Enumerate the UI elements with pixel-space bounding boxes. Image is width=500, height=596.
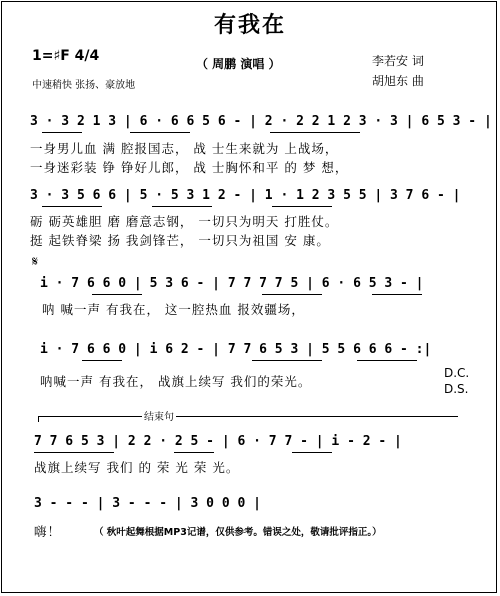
- notation-row-2: 3 · 3 5 6 6 | 5 · 5 3 1 2 - | 1 · 1 2 3 5 5 | 3 7 6 - |: [30, 188, 461, 203]
- singer-credit: （ 周鹏 演唱 ）: [196, 57, 281, 71]
- notation-row-4: i · 7 6 6 0 | i 6 2 - | 7 7 6 5 3 | 5 5 6 6 6 - :|: [40, 342, 432, 357]
- lyric-row-4: 呐喊一声 有我在， 战旗上续写 我们的荣光。: [40, 374, 312, 389]
- lyric-row-5: 战旗上续写 我们 的 荣 光 荣 光。: [34, 460, 240, 475]
- notation-row-5: 7 7 6 5 3 | 2 2 · 2 5 - | 6 · 7 7 - | i - 2 - |: [34, 434, 402, 449]
- lyric-row-2-verse-2: 挺 起铁脊梁 扬 我剑锋芒， 一切只为祖国 安 康。: [30, 233, 330, 248]
- notation-row-6: 3 - - - | 3 - - - | 3 0 0 0 |: [34, 496, 261, 511]
- ds-marking: D.S.: [444, 382, 469, 396]
- ending-label: 结束句: [142, 408, 176, 423]
- sheet-music-page: [1, 1, 497, 593]
- composer-credit: 胡旭东 曲: [372, 74, 424, 88]
- lyric-row-2-verse-1: 砺 砺英雄胆 磨 磨意志钢， 一切只为明天 打胜仗。: [30, 214, 339, 229]
- lyric-row-3: 呐 喊一声 有我在， 这一腔热血 报效疆场，: [42, 302, 305, 317]
- dc-marking: D.C.: [444, 366, 470, 380]
- notation-row-1: 3 · 3 2 1 3 | 6 · 6 6 5 6 - | 2 · 2 2 1 2 3 · 3 | 6 5 3 - |: [30, 114, 492, 129]
- tempo-marking: 中速稍快 张扬、豪放地: [32, 80, 136, 91]
- key-signature: 1=♯F 4/4: [32, 48, 100, 64]
- lyric-row-1-verse-1: 一身男儿血 满 腔报国志， 战 士生来就为 上战场，: [30, 141, 339, 156]
- lyric-row-1-verse-2: 一身迷彩装 铮 铮好儿郎， 战 士胸怀和平 的 梦 想，: [30, 160, 349, 175]
- lyricist-credit: 李若安 词: [372, 54, 424, 68]
- song-title: 有我在: [213, 13, 286, 38]
- lyric-row-6: 嗨！: [34, 524, 62, 539]
- notation-row-3: i · 7 6 6 0 | 5 3 6 - | 7 7 7 7 5 | 6 · 6 5 3 - |: [40, 276, 424, 291]
- segno-sign: 𝄋: [32, 254, 39, 270]
- transcription-note: （ 秋叶起舞根据MP3记谱，仅供参考。错误之处，敬请批评指正。）: [94, 527, 382, 538]
